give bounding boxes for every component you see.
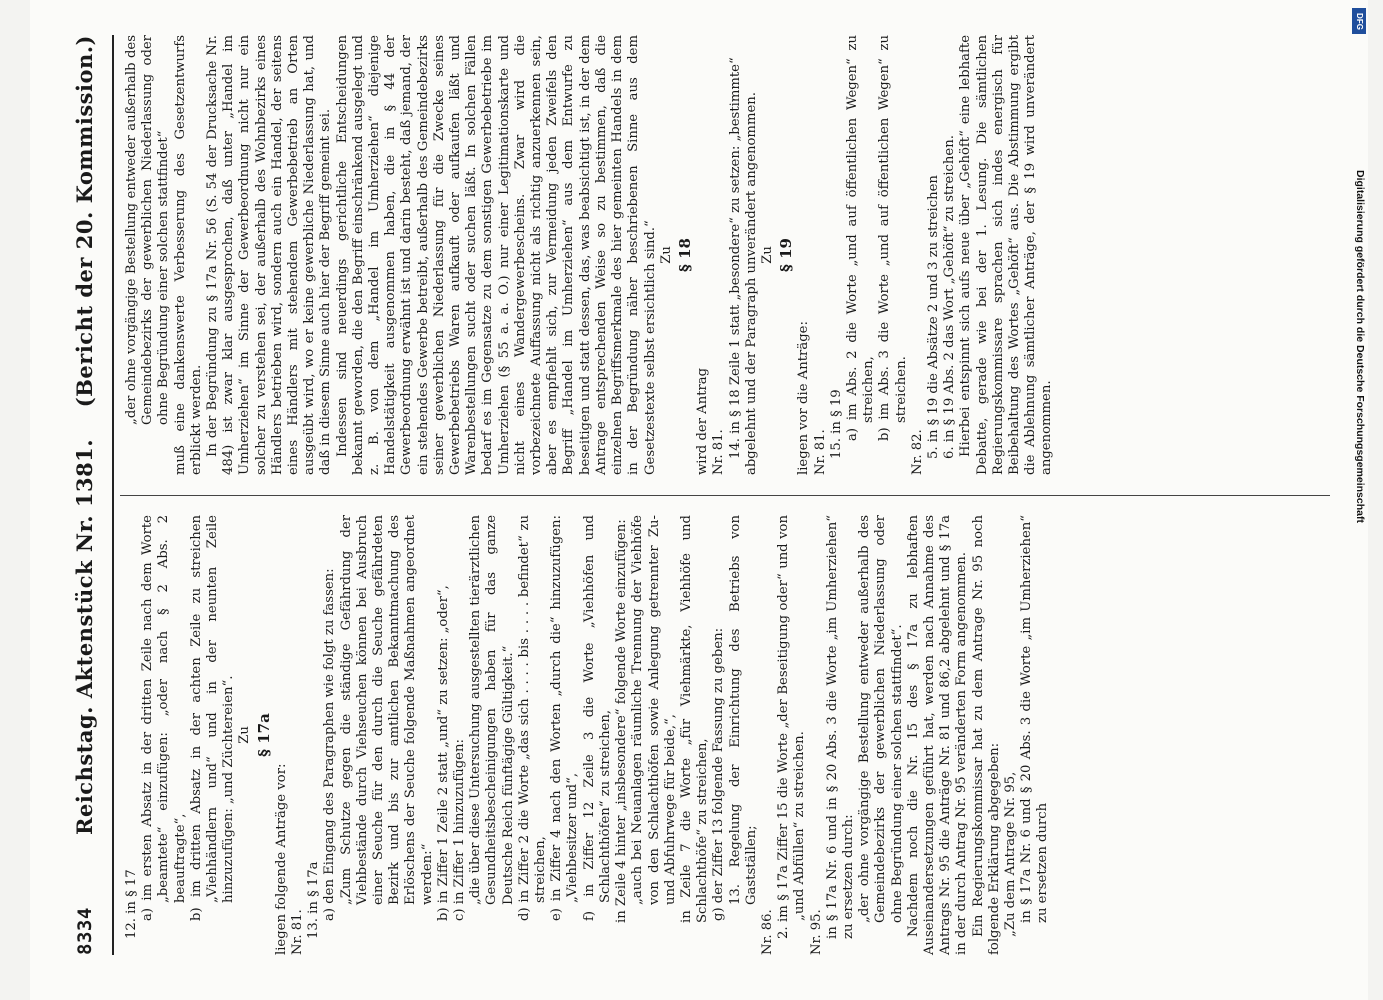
left-column-paragraph: Nachdem noch die Nr. 15 des § 17a zu lebhaften Auseinandersetzungen geführt hat, werden nach Annahme des Antrags Nr. 95 die Anträge Nr. 81 und 86,2 abgelehnt und § 17a in der durch Antrag Nr. 95 veränderten Form angenommen.: [905, 515, 970, 955]
left-column-paragraph: g) der Ziffer 13 folgende Fassung zu geben:: [711, 627, 727, 921]
right-column-paragraph: wird der Antrag: [695, 367, 711, 475]
left-column-paragraph: d) in Ziffer 2 die Worte „das sich . . . . bis . . . . befindet“ zu streichen,: [516, 515, 549, 921]
left-column-paragraph: „die über diese Untersuchung ausgestellten tierärztlichen Gesundheitsbescheinigungen haben für das ganze Deutsche Reich fünftägige Gültigkeit.“: [468, 515, 516, 905]
right-column-paragraph: Nr. 82.: [909, 429, 925, 475]
right-column-paragraph: Zu: [658, 246, 674, 264]
right-column-paragraph: 14. in § 18 Zeile 1 statt „besondere“ zu setzen: „bestimmte“: [727, 57, 743, 459]
right-column-paragraph: Nr. 81.: [812, 429, 828, 475]
left-column-paragraph: „Zu dem Antrage Nr. 95,: [1002, 771, 1018, 937]
header-title-left: Reichstag. Aktenstück Nr. 1381.: [72, 438, 97, 835]
left-column-paragraph: Zu: [237, 726, 253, 744]
left-column-paragraph: liegen folgende Anträge vor:: [273, 763, 289, 955]
left-column-paragraph: e) in Ziffer 4 nach den Worten „durch die“ hinzuzufügen: „Viehbesitzer und“,: [549, 515, 581, 921]
left-column-paragraph: Nr. 81.: [290, 909, 306, 955]
left-column-paragraph: b) im dritten Absatz in der achten Zeile zu streichen „Viehhändlern und“ und in der neunten Zeile hinzuzufügen: „und Züchtereien“.: [188, 515, 237, 921]
left-column-paragraph: b) in Ziffer 1 Zeile 2 statt „und“ zu setzen: „oder“,: [435, 585, 451, 921]
right-column-paragraph: a) im Abs. 2 die Worte „und auf öffentlichen Wegen“ zu streichen,: [844, 35, 877, 441]
right-column-paragraph: Zu: [759, 246, 775, 264]
left-column: [124, 515, 1052, 955]
left-column-paragraph: Nr. 86.: [759, 909, 775, 955]
digitization-notice-text: Digitalisierung gefördert durch die Deutsche Forschungsgemeinschaft: [1354, 170, 1366, 523]
left-column-paragraph: 2. im § 17a Ziffer 15 die Worte „der Beseitigung oder“ und von „und Abfüllen“ zu streichen.: [776, 515, 808, 939]
header-rule: [112, 35, 114, 955]
left-column-paragraph: „Zum Schutze gegen die ständige Gefährdung der Viehbestände durch Viehseuchen können bei Ausbruch einer Seuche für den durch die Seuche gefährdeten Bezirk und bis zur amtlichen Bekanntmachung des Erlöschens der Seuche folgende Maßnahmen angeordnet werden:“: [338, 515, 435, 905]
right-column-paragraph: liegen vor die Anträge:: [796, 321, 812, 475]
left-column-paragraph: f) in Ziffer 12 Zeile 3 die Worte „Viehhöfen und Schlachthöfen“ zu streichen,: [581, 515, 613, 921]
left-column-paragraph: in Zeile 4 hinter „insbesondere“ folgende Worte einzufügen:: [614, 519, 630, 923]
left-column-paragraph: „der ohne vorgängige Bestellung entweder außerhalb des Gemeindebezirks der gewerblichen Niederlassung oder ohne Begründung einer solchen stattfindet“.: [857, 515, 905, 923]
column-divider: [120, 495, 1330, 496]
right-column-paragraph: abgelehnt und der Paragraph unverändert angenommen.: [743, 92, 759, 475]
left-column-paragraph: a) den Eingang des Paragraphen wie folgt zu fassen:: [322, 568, 338, 921]
left-column-paragraph: Ein Regierungskommissar hat zu dem Antrage Nr. 95 noch folgende Erklärung abgegeben:: [970, 515, 1002, 955]
left-column-paragraph: 12. in § 17: [124, 869, 139, 939]
right-column-paragraph: Indessen sind neuerdings gerichtliche Entscheidungen bekannt geworden, die den Begriff einschränkend ausgelegt und z. B. von dem „Handel im Umherziehen“ diejenige Handelstätigkeit ausgenommen haben, die in § 44 der Gewerbeordnung erwähnt ist und darin besteht, daß jemand, der ein stehendes Gewerbe betreibt, außerhalb des Gemeindebezirks seiner gewerblichen Niederlassung für die Zwecke seines Gewerbebetriebs Waren aufkauft oder aufkaufen läßt und Warenbestellungen sucht oder suchen läßt. In solchen Fällen bedarf es im Gegensatze zu dem sonstigen Gewerbebetriebe im Umherziehen (§ 55 a. a. O.) nur einer Legitimationskarte und nicht eines Wandergewerbescheins. Zwar wird die vorbezeichnete Auffassung nicht als richtig anzuerkennen sein, aber es empfiehlt sich, zur Vermeidung jeden Zweifels den Begriff „Handel im Umherziehen“ aus dem Entwurfe zu beseitigen und statt dessen, das, was beabsichtigt ist, in der dem Antrage entsprechenden Weise so zu bestimmen, daß die einzelnen Begriffsmerkmale des hier gemeinten Handels in dem in der Begründung näher beschriebenen Sinne aus dem Gesetzestexte selbst ersichtlich sind.“: [334, 35, 658, 475]
dfg-logo: DFG: [1352, 8, 1366, 34]
header-title-right: (Bericht der 20. Kommission.): [72, 35, 97, 408]
scanned-page: [30, 0, 1368, 1000]
left-column-paragraph: § 17a: [254, 713, 273, 757]
left-column-paragraph: Nr. 95.: [808, 909, 824, 955]
rotated-page-content: [70, 35, 1340, 955]
right-column-paragraph: muß eine dankenswerte Verbesserung des Gesetzentwurfs erblickt werden.: [172, 35, 204, 475]
right-column-paragraph: 5. in § 19 die Absätze 2 und 3 zu streichen: [925, 175, 941, 459]
left-column-paragraph: a) im ersten Absatz in der dritten Zeile nach dem Worte „beamtete“ einzufügen: „oder nach § 2 Abs. 2 beauftragte“,: [140, 515, 188, 921]
page-number: 8334: [74, 907, 96, 955]
page-header: [70, 35, 110, 955]
left-column-paragraph: „auch bei Neuanlagen räumliche Trennung der Viehhöfe von den Schlachthöfen sowie Anlegung getrennter Zu- und Abfuhrwege für beide,“,: [630, 515, 678, 905]
left-column-paragraph: in Zeile 7 die Worte „für Viehmärkte, Viehhöfe und Schlachthöfe“ zu streichen,: [678, 515, 711, 923]
right-column-paragraph: § 18: [675, 238, 694, 272]
right-column-paragraph: b) im Abs. 3 die Worte „und auf öffentlichen Wegen“ zu streichen.: [877, 35, 909, 441]
right-column-paragraph: Nr. 81.: [711, 429, 727, 475]
right-column-paragraph: § 19: [777, 238, 796, 272]
right-column-paragraph: 15. in § 19: [828, 389, 844, 459]
digitization-notice: [1350, 20, 1374, 620]
right-column-paragraph: Hierbei entspinnt sich aufs neue über „Gehöft“ eine lebhafte Debatte, gerade wie bei der 1. Lesung. Die sämtlichen Regierungskommissare sprachen sich indes energisch für Beibehaltung des Wortes „Gehöft“ aus. Die Abstimmung ergibt die Ablehnung sämtlicher Anträge, der § 19 wird unverändert angenommen.: [958, 35, 1055, 475]
left-column-paragraph: 13. Regelung der Einrichtung des Betriebs von Gastställen;: [727, 515, 759, 905]
right-column-paragraph: „der ohne vorgängige Bestellung entweder außerhalb des Gemeindebezirks der gewerblichen Niederlassung oder ohne Begründung einer solchen stattfindet“: [124, 35, 172, 425]
right-column-paragraph: In der Begründung zu § 17a Nr. 56 (S. 54 der Drucksache Nr. 484) ist zwar klar ausgesprochen, daß unter „Handel im Umherziehen“ im Sinne der Gewerbeordnung nicht nur ein solcher zu verstehen sei, der außerhalb des Wohnbezirks eines Händlers betrieben wird, sondern auch ein Handel, der seitens eines Händlers mit stehendem Gewerbebetrieb an Orten ausgeübt wird, wo er keine gewerbliche Niederlassung hat, und daß in diesem Sinne auch hier der Begriff gemeint sei.: [205, 35, 334, 475]
left-column-paragraph: in § 17a Nr. 6 und in § 20 Abs. 3 die Worte „im Umherziehen“ zu ersetzen durch:: [824, 515, 856, 939]
left-column-paragraph: in § 17a Nr. 6 und § 20 Abs. 3 die Worte „im Umherziehen“ zu ersetzen durch: [1019, 515, 1051, 923]
right-column: [124, 35, 1056, 475]
right-column-paragraph: 6. in § 19 Abs. 2 das Wort „Gehöft“ zu streichen.: [942, 135, 958, 459]
left-column-paragraph: 13. in § 17a: [306, 861, 322, 939]
left-column-paragraph: c) in Ziffer 1 hinzuzufügen:: [452, 739, 468, 921]
